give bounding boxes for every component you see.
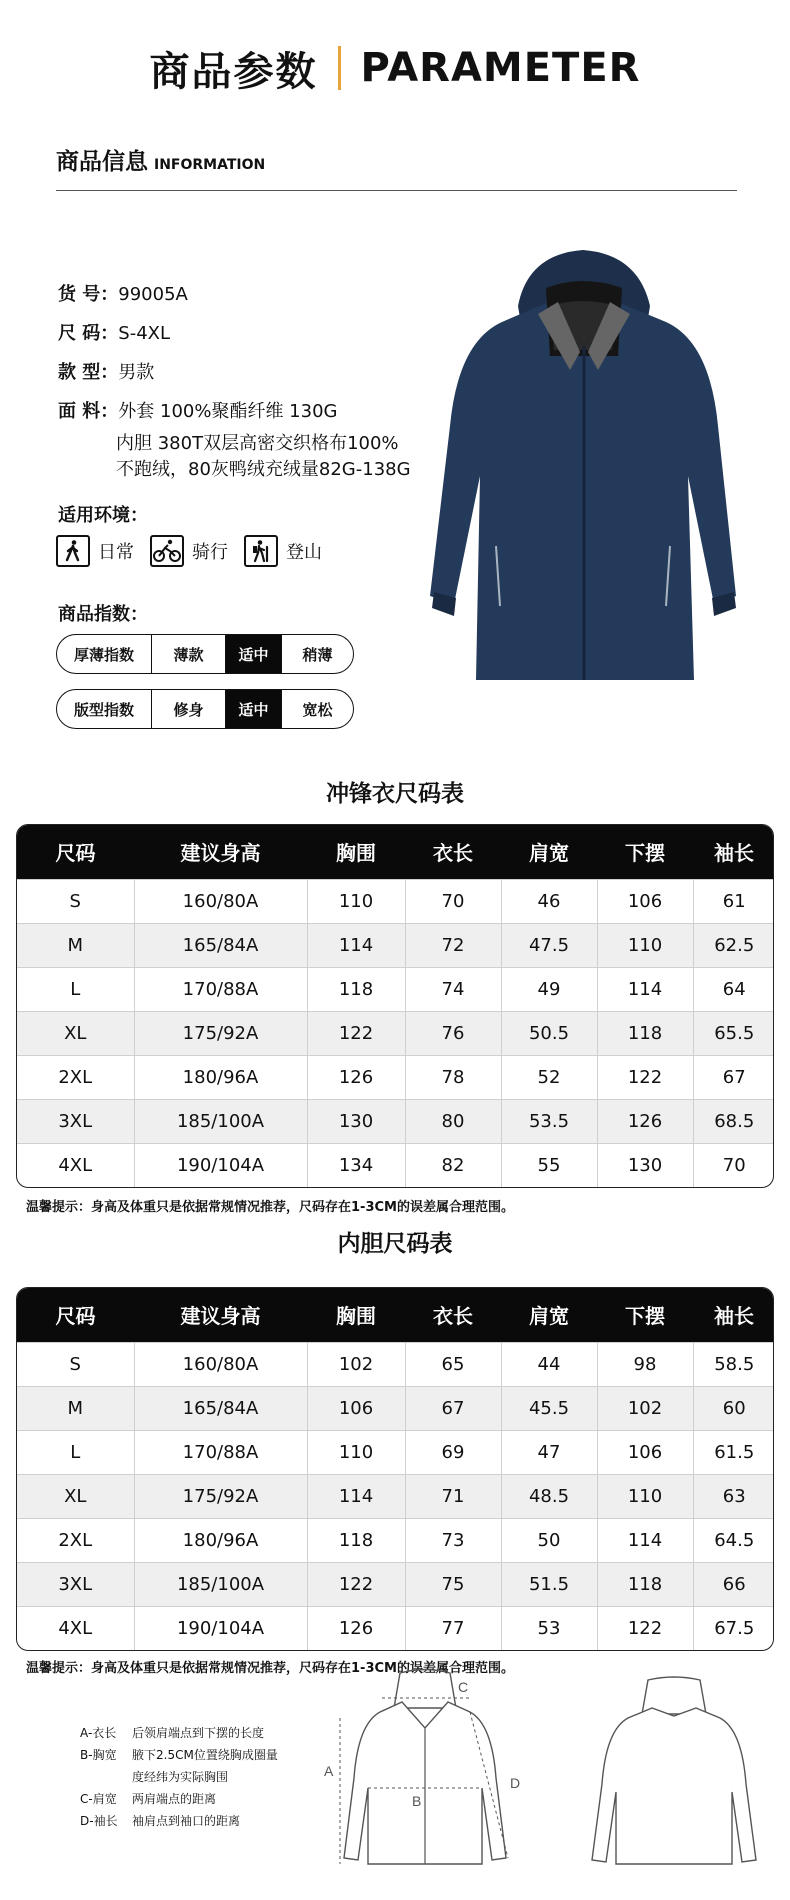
table-cell: 48.5 (501, 1474, 597, 1518)
table-cell: 102 (307, 1342, 405, 1386)
table-cell: M (17, 1386, 134, 1430)
table-cell: 61.5 (693, 1430, 774, 1474)
table-cell: 61 (693, 879, 774, 923)
index-option-thin: 薄款 (151, 635, 225, 673)
column-header: 尺码 (17, 825, 134, 879)
table-cell: 51.5 (501, 1562, 597, 1606)
table-cell: 190/104A (134, 1606, 307, 1650)
label-a: A (324, 1763, 334, 1779)
column-header: 胸围 (307, 825, 405, 879)
legend-desc: 袖肩点到袖口的距离 (132, 1814, 241, 1828)
table-cell: 80 (405, 1099, 501, 1143)
table-cell: 106 (597, 879, 693, 923)
spec-item-fabric (58, 397, 338, 423)
table-cell: 175/92A (134, 1011, 307, 1055)
environment-title: 适用环境： (58, 505, 148, 526)
jacket-image (418, 246, 748, 688)
spec-value: 99005A (118, 284, 188, 305)
legend-key: B-胸宽 (80, 1748, 117, 1762)
legend-desc: 度经纬为实际胸围 (132, 1770, 229, 1784)
table-cell: 82 (405, 1143, 501, 1187)
table-cell: 110 (597, 923, 693, 967)
table-cell: 118 (307, 1518, 405, 1562)
table-cell: XL (17, 1011, 134, 1055)
table-row (17, 1342, 774, 1386)
legend-key: D-袖长 (80, 1814, 118, 1828)
spec-value: 外套 100%聚酯纤维 130G (118, 401, 338, 422)
table-cell: M (17, 923, 134, 967)
index-option-loose: 宽松 (281, 690, 353, 728)
legend-key: C-肩宽 (80, 1792, 117, 1806)
spec-item-size (58, 319, 170, 345)
liner-table-title: 内胆尺码表 (337, 1231, 453, 1257)
table-cell: 165/84A (134, 923, 307, 967)
table-cell: 3XL (17, 1562, 134, 1606)
environment-row (56, 535, 338, 567)
spec-item-style (58, 358, 154, 384)
legend-desc: 后领肩端点到下摆的长度 (132, 1726, 265, 1740)
table-cell: 118 (307, 967, 405, 1011)
cycling-icon (150, 535, 184, 567)
table-row (17, 1606, 774, 1650)
table-row (17, 1430, 774, 1474)
liner-size-table (16, 1287, 774, 1651)
env-label: 骑行 (192, 542, 228, 563)
table-header-row (17, 825, 774, 879)
table-cell: 68.5 (693, 1099, 774, 1143)
table-cell: 67 (405, 1386, 501, 1430)
table-row (17, 1055, 774, 1099)
column-header: 袖长 (693, 1288, 774, 1342)
table-cell: 49 (501, 967, 597, 1011)
legend-desc: 腋下2.5CM位置绕胸成圈量 (132, 1748, 278, 1762)
header-divider (338, 46, 341, 90)
fabric-line: 不跑绒，80灰鸭绒充绒量82G-138G (116, 459, 411, 480)
index-name: 版型指数 (73, 700, 134, 719)
table-cell: 2XL (17, 1518, 134, 1562)
column-header: 建议身高 (134, 825, 307, 879)
table-cell: 122 (597, 1606, 693, 1650)
table-cell: 63 (693, 1474, 774, 1518)
table-cell: 170/88A (134, 967, 307, 1011)
table-cell: 180/96A (134, 1518, 307, 1562)
column-header: 下摆 (597, 1288, 693, 1342)
table-cell: 185/100A (134, 1562, 307, 1606)
jacket-table-title: 冲锋衣尺码表 (326, 781, 464, 807)
table-cell: 180/96A (134, 1055, 307, 1099)
table-cell: 114 (597, 1518, 693, 1562)
index-option-selected: 适中 (225, 635, 281, 673)
table-cell: 53.5 (501, 1099, 597, 1143)
table-cell: 2XL (17, 1055, 134, 1099)
table-cell: L (17, 1430, 134, 1474)
table-cell: 69 (405, 1430, 501, 1474)
table-cell: 130 (597, 1143, 693, 1187)
header-title-cn: 商品参数 (149, 48, 318, 95)
size-note: 温馨提示：身高及体重只是依据常规情况推荐，尺码存在1-3CM的误差属合理范围。 (26, 1200, 514, 1215)
table-cell: 122 (307, 1562, 405, 1606)
table-cell: 165/84A (134, 1386, 307, 1430)
table-cell: 118 (597, 1011, 693, 1055)
index-option-selected: 适中 (225, 690, 281, 728)
table-cell: 126 (597, 1099, 693, 1143)
table-cell: 160/80A (134, 1342, 307, 1386)
table-row (17, 1518, 774, 1562)
fit-index (56, 689, 354, 729)
env-item-cycling (150, 535, 228, 567)
table-cell: 66 (693, 1562, 774, 1606)
table-cell: 65.5 (693, 1011, 774, 1055)
measure-legend (80, 1722, 278, 1832)
column-header: 下摆 (597, 825, 693, 879)
table-cell: S (17, 879, 134, 923)
label-b: B (412, 1793, 422, 1809)
table-cell: 73 (405, 1518, 501, 1562)
table-cell: 67.5 (693, 1606, 774, 1650)
table-row (17, 1562, 774, 1606)
table-cell: 53 (501, 1606, 597, 1650)
size-note: 温馨提示：身高及体重只是依据常规情况推荐，尺码存在1-3CM的误差属合理范围。 (26, 1661, 514, 1676)
legend-desc: 两肩端点的距离 (132, 1792, 217, 1806)
spec-label: 货 号： (58, 284, 119, 305)
table-cell: 76 (405, 1011, 501, 1055)
table-header-row (17, 1288, 774, 1342)
table-cell: 64 (693, 967, 774, 1011)
info-title-cn: 商品信息 (56, 149, 148, 175)
table-row (17, 1143, 774, 1187)
env-item-daily (56, 535, 134, 567)
table-cell: 65 (405, 1342, 501, 1386)
hiking-icon (244, 535, 278, 567)
legend-item (80, 1766, 278, 1788)
front-measure-sketch (320, 1668, 530, 1868)
legend-item (80, 1810, 278, 1832)
legend-key: A-衣长 (80, 1726, 117, 1740)
table-cell: 106 (307, 1386, 405, 1430)
label-c: C (458, 1679, 469, 1695)
indices-title: 商品指数： (58, 604, 148, 625)
table-cell: 4XL (17, 1143, 134, 1187)
spec-label: 尺 码： (58, 323, 119, 344)
index-option-slim: 修身 (151, 690, 225, 728)
info-divider (56, 190, 737, 191)
table-cell: 74 (405, 967, 501, 1011)
table-cell: 122 (307, 1011, 405, 1055)
table-cell: 52 (501, 1055, 597, 1099)
table-cell: 78 (405, 1055, 501, 1099)
table-cell: 122 (597, 1055, 693, 1099)
table-row (17, 1011, 774, 1055)
table-cell: 114 (307, 1474, 405, 1518)
table-cell: 72 (405, 923, 501, 967)
table-cell: 126 (307, 1606, 405, 1650)
table-cell: 102 (597, 1386, 693, 1430)
table-cell: 70 (693, 1143, 774, 1187)
spec-label: 款 型： (58, 362, 119, 383)
table-row (17, 1099, 774, 1143)
jacket-size-table (16, 824, 774, 1188)
table-cell: 75 (405, 1562, 501, 1606)
legend-item (80, 1744, 278, 1766)
table-cell: 60 (693, 1386, 774, 1430)
table-cell: 170/88A (134, 1430, 307, 1474)
env-label: 登山 (286, 542, 322, 563)
info-title-en: INFORMATION (154, 157, 266, 173)
table-cell: 106 (597, 1430, 693, 1474)
table-cell: 50 (501, 1518, 597, 1562)
column-header: 袖长 (693, 825, 774, 879)
table-cell: 134 (307, 1143, 405, 1187)
table-row (17, 1386, 774, 1430)
spec-value: 男款 (118, 362, 155, 383)
spec-item-code (58, 280, 188, 306)
table-cell: 58.5 (693, 1342, 774, 1386)
table-cell: 126 (307, 1055, 405, 1099)
table-cell: 114 (307, 923, 405, 967)
table-cell: 71 (405, 1474, 501, 1518)
back-sketch (574, 1676, 774, 1866)
table-cell: 185/100A (134, 1099, 307, 1143)
env-label: 日常 (98, 542, 134, 563)
table-cell: 4XL (17, 1606, 134, 1650)
table-row (17, 967, 774, 1011)
column-header: 肩宽 (501, 825, 597, 879)
column-header: 建议身高 (134, 1288, 307, 1342)
table-cell: 46 (501, 879, 597, 923)
table-cell: 160/80A (134, 879, 307, 923)
page-header (0, 40, 790, 96)
env-item-hiking (244, 535, 322, 567)
table-row (17, 1474, 774, 1518)
table-cell: 110 (307, 1430, 405, 1474)
table-cell: 47.5 (501, 923, 597, 967)
table-cell: 130 (307, 1099, 405, 1143)
walking-icon (56, 535, 90, 567)
column-header: 衣长 (405, 1288, 501, 1342)
index-option-slightly-thin: 稍薄 (281, 635, 353, 673)
table-cell: L (17, 967, 134, 1011)
spec-label: 面 料： (58, 401, 119, 422)
table-cell: XL (17, 1474, 134, 1518)
table-cell: 50.5 (501, 1011, 597, 1055)
table-cell: 62.5 (693, 923, 774, 967)
fabric-line: 内胆 380T双层高密交织格布100% (116, 433, 399, 454)
thickness-index (56, 634, 354, 674)
table-cell: 110 (597, 1474, 693, 1518)
column-header: 尺码 (17, 1288, 134, 1342)
table-cell: 118 (597, 1562, 693, 1606)
header-title-en: PARAMETER (360, 45, 641, 91)
info-title (56, 143, 265, 176)
column-header: 衣长 (405, 825, 501, 879)
table-cell: 98 (597, 1342, 693, 1386)
table-cell: S (17, 1342, 134, 1386)
table-cell: 55 (501, 1143, 597, 1187)
table-cell: 77 (405, 1606, 501, 1650)
table-cell: 47 (501, 1430, 597, 1474)
table-cell: 64.5 (693, 1518, 774, 1562)
table-cell: 175/92A (134, 1474, 307, 1518)
table-cell: 3XL (17, 1099, 134, 1143)
column-header: 胸围 (307, 1288, 405, 1342)
legend-item (80, 1788, 278, 1810)
table-cell: 70 (405, 879, 501, 923)
table-cell: 44 (501, 1342, 597, 1386)
spec-value: S-4XL (118, 323, 171, 344)
index-name: 厚薄指数 (73, 645, 134, 664)
table-cell: 114 (597, 967, 693, 1011)
label-d: D (510, 1775, 521, 1791)
column-header: 肩宽 (501, 1288, 597, 1342)
legend-item (80, 1722, 278, 1744)
table-cell: 67 (693, 1055, 774, 1099)
table-cell: 110 (307, 879, 405, 923)
table-row (17, 923, 774, 967)
table-row (17, 879, 774, 923)
table-cell: 45.5 (501, 1386, 597, 1430)
table-cell: 190/104A (134, 1143, 307, 1187)
